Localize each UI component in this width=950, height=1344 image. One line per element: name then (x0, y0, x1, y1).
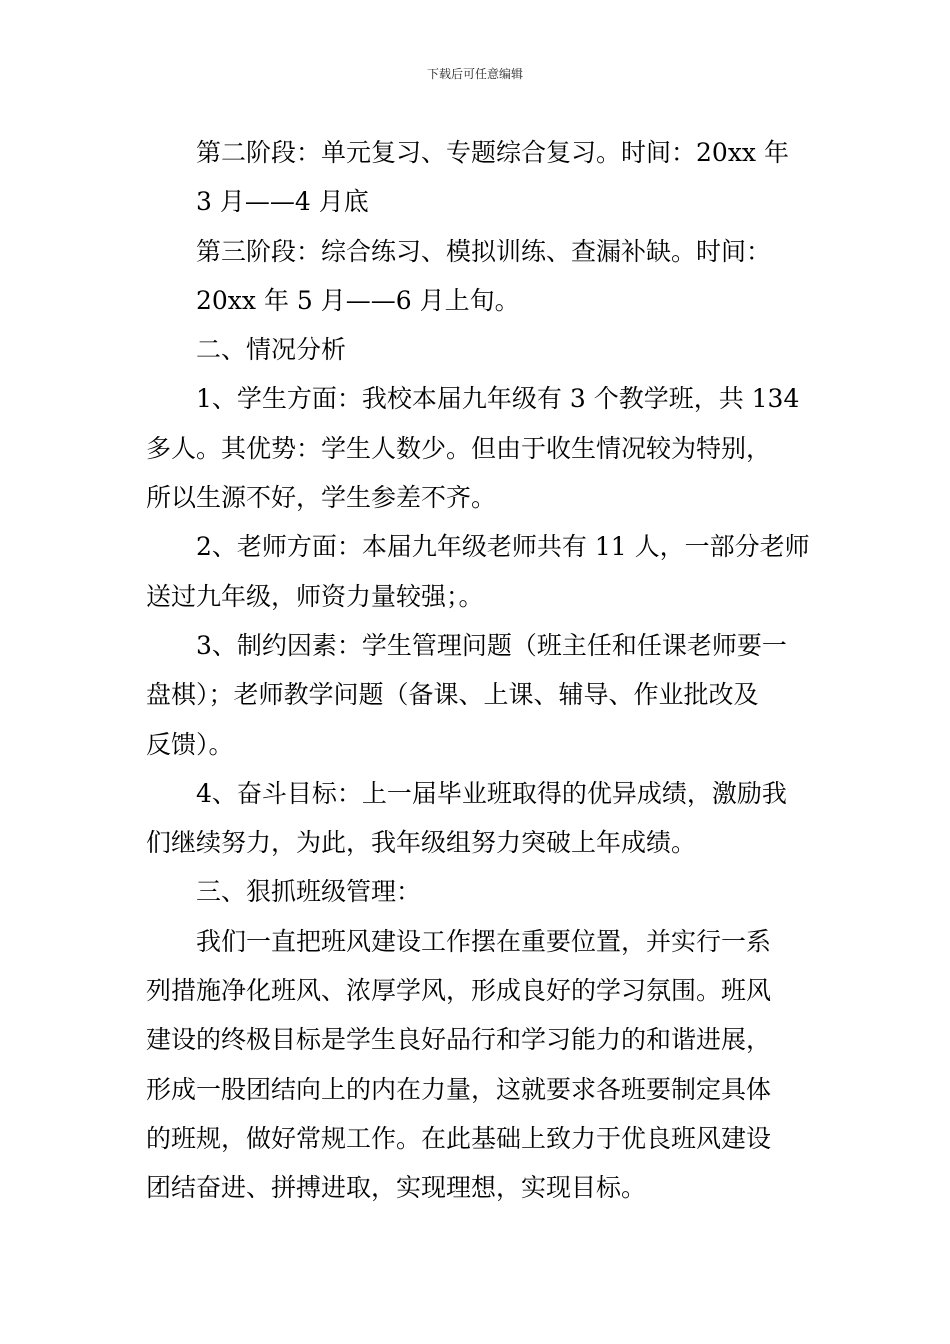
text-line: 3 月——4 月底 (196, 187, 369, 217)
text-line: 反馈）。 (146, 729, 234, 759)
text-line: 团结奋进、拼搏进取，实现理想，实现目标。 (146, 1173, 647, 1203)
section-heading: 二、情况分析 (196, 335, 347, 365)
text-line: 多人。其优势：学生人数少。但由于收生情况较为特别， (146, 433, 772, 463)
text-line: 3、制约因素：学生管理问题（班主任和任课老师要一 (196, 630, 787, 660)
text-line: 形成一股团结向上的内在力量，这就要求各班要制定具体 (146, 1074, 772, 1104)
page-header-note: 下载后可任意编辑 (426, 67, 523, 81)
text-line: 盘棋）；老师教学问题（备课、上课、辅导、作业批改及 (146, 680, 759, 710)
text-line: 所以生源不好，学生参差不齐。 (146, 483, 497, 513)
text-line: 4、奋斗目标：上一届毕业班取得的优异成绩，激励我 (196, 778, 787, 808)
section-heading: 三、狠抓班级管理： (196, 877, 422, 907)
text-line: 第三阶段：综合练习、模拟训练、查漏补缺。时间： (196, 236, 772, 266)
text-line: 送过九年级，师资力量较强；。 (146, 581, 484, 611)
text-line: 2、老师方面：本届九年级老师共有 11 人，一部分老师 (196, 532, 810, 562)
text-line: 列措施净化班风、浓厚学风，形成良好的学习氛围。班风 (146, 976, 772, 1006)
text-line: 第二阶段：单元复习、专题综合复习。时间：20xx 年 (196, 138, 789, 167)
document-body (146, 128, 810, 1213)
text-line: 我们一直把班风建设工作摆在重要位置，并实行一系 (196, 926, 772, 956)
text-line: 20xx 年 5 月——6 月上旬。 (196, 285, 520, 315)
text-line: 的班规，做好常规工作。在此基础上致力于优良班风建设 (146, 1123, 772, 1153)
text-line: 建设的终极目标是学生良好品行和学习能力的和谐进展， (146, 1025, 772, 1055)
text-line: 们继续努力，为此，我年级组努力突破上年成绩。 (146, 828, 697, 858)
text-line: 1、学生方面：我校本届九年级有 3 个教学班，共 134 (196, 384, 800, 414)
